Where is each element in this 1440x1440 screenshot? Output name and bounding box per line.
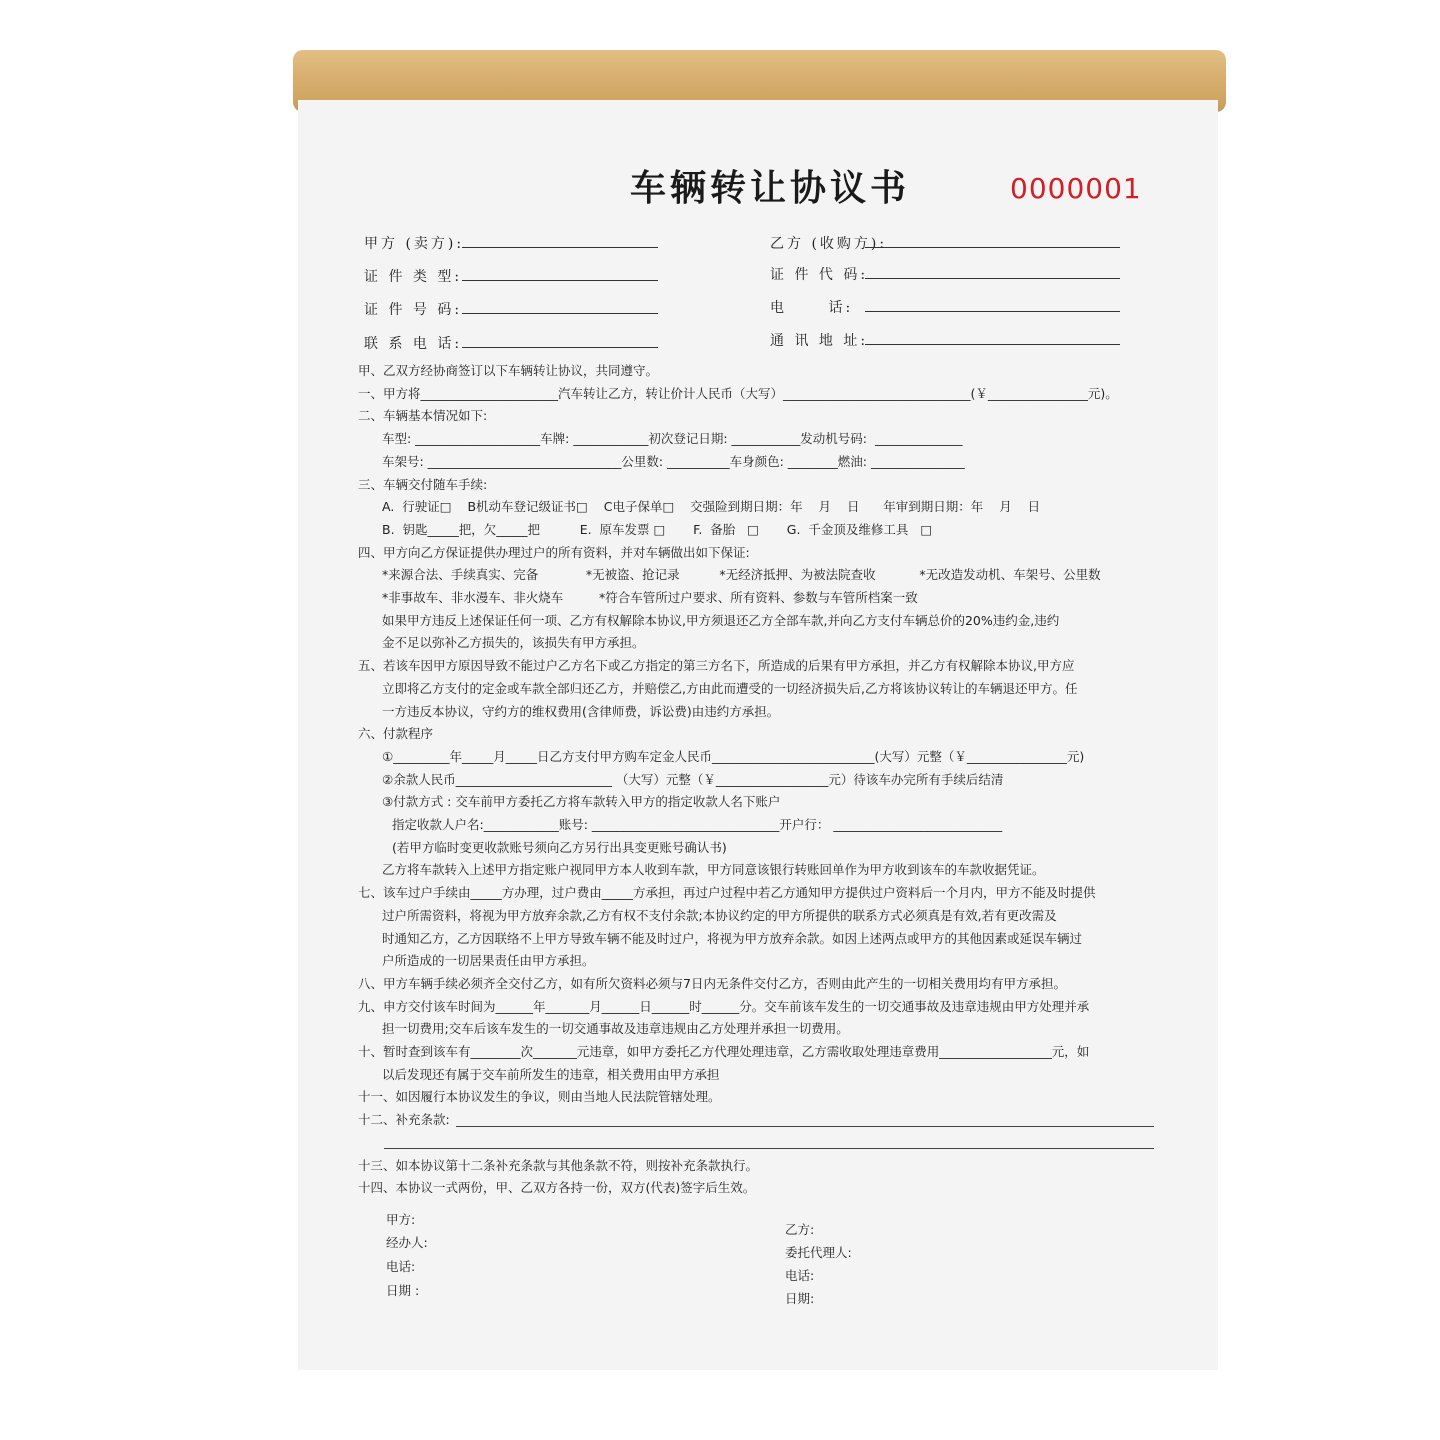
seller-field-label: 证 件 类 型: — [364, 269, 463, 285]
seller-signature-label: 经办人: — [386, 1235, 428, 1250]
clause-line: 十三、如本协议第十二条补充条款与其他条款不符，则按补充条款执行。 — [358, 1157, 759, 1173]
seller-field-input[interactable] — [462, 347, 658, 348]
clause-line: ②余款人民币_________________________ （大写）元整（￥__________________元）待该车办完所有手续后结清 — [382, 771, 1004, 787]
clause-line: 五、若该车因甲方原因导致不能过户乙方名下或乙方指定的第三方名下，所造成的后果有甲方承担，并乙方有权解除本协议,甲方应 — [358, 658, 1075, 674]
clause-line: 六、付款程序 — [358, 726, 434, 742]
buyer-field-label: 乙方 (收购方): — [770, 236, 888, 252]
supplementary-terms-line[interactable] — [384, 1148, 1154, 1149]
clause-line: 时通知乙方，乙方因联络不上甲方导致车辆不能及时过户，将视为甲方放弃余款。如因上述两点或甲方的其他因素或延误车辆过 — [382, 930, 1083, 946]
clause-line: *来源合法、手续真实、完备 *无被盗、抢记录 *无经济抵押、为被法院查收 *无改造发动机、车架号、公里数 — [382, 567, 1101, 583]
clause-line: 十四、本协议一式两份，甲、乙双方各持一份，双方(代表)签字后生效。 — [358, 1180, 756, 1196]
seller-field-label: 联 系 电 话: — [364, 336, 463, 352]
clause-line: 十、暂时查到该车有________次_______元违章，如甲方委托乙方代理处理违章，乙方需收取处理违章费用__________________元，如 — [358, 1044, 1090, 1059]
clause-line: 一、甲方将______________________汽车转让乙方，转让价计人民币（大写）______________________________(￥________________元)。 — [358, 385, 1118, 401]
buyer-signature-label: 电话: — [785, 1268, 815, 1283]
clause-line: A. 行驶证□ B机动车登记级证书□ C电子保单□ 交强险到期日期：年 月 日 年审到期日期：年 月 日 — [382, 499, 1041, 515]
clause-line: 十一、如因履行本协议发生的争议，则由当地人民法院管辖处理。 — [358, 1089, 721, 1105]
seller-signature-label: 日期 : — [386, 1283, 420, 1298]
buyer-signature-label: 委托代理人: — [785, 1245, 852, 1260]
clause-line: 金不足以弥补乙方损失的，该损失有甲方承担。 — [382, 635, 645, 651]
clause-line: 车架号: _______________________________公里数: __________车身颜色: ________燃油: _______________ — [382, 453, 965, 469]
clause-line: 一方违反本协议，守约方的维权费用(含律师费，诉讼费)由违约方承担。 — [382, 703, 780, 719]
buyer-field-label: 证 件 代 码: — [770, 267, 869, 283]
clause-line: *非事故车、非水漫车、非火烧车 *符合车管所过户要求、所有资料、参数与车管所档案一致 — [382, 590, 918, 605]
clause-line: 户所造成的一切居果责任由甲方承担。 — [382, 953, 595, 969]
clause-line: 三、车辆交付随车手续: — [358, 476, 488, 492]
clause-line: 担一切费用;交车后该车发生的一切交通事故及违章违规由乙方处理并承担一切费用。 — [382, 1021, 849, 1037]
buyer-signature-label: 日期: — [785, 1291, 815, 1306]
seller-signature-label: 电话: — [386, 1259, 416, 1274]
clause-line: 甲、乙双方经协商签订以下车辆转让协议，共同遵守。 — [358, 363, 659, 378]
seller-field-label: 甲方 (卖方): — [364, 236, 465, 252]
clause-line: ③付款方式 : 交车前甲方委托乙方将车款转入甲方的指定收款人名下账户 — [382, 794, 781, 810]
clause-line: 十二、补充条款: — [358, 1112, 450, 1128]
buyer-field-label: 电 话: — [770, 300, 854, 316]
serial-number: 0000001 — [1010, 172, 1142, 205]
buyer-field-label: 通 讯 地 址: — [770, 333, 869, 349]
clause-line: 以后发现还有属于交车前所发生的违章，相关费用由甲方承担 — [382, 1066, 720, 1082]
supplementary-terms-line[interactable] — [456, 1126, 1154, 1127]
clause-line: 七、该车过户手续由_____方办理，过户费由_____方承担，再过户过程中若乙方通知甲方提供过户资料后一个月内，甲方不能及时提供 — [358, 885, 1096, 901]
clause-line: ①_________年_____月_____日乙方支付甲方购车定金人民币__________________________(大写）元整（￥________________元) — [382, 748, 1085, 764]
clause-line: 立即将乙方支付的定金或车款全部归还乙方，并赔偿乙,方由此而遭受的一切经济损失后,乙方将该协议转让的车辆退还甲方。任 — [382, 680, 1078, 696]
clause-line: 车型: ____________________车牌: ____________初次登记日期: ___________发动机号码: ______________ — [382, 431, 963, 447]
clause-line: 八、甲方车辆手续必须齐全交付乙方，如有所欠资料必须与7日内无条件交付乙方，否则由此产生的一切相关费用均有甲方承担。 — [358, 975, 1066, 991]
seller-field-label: 证 件 号 码: — [364, 302, 463, 318]
page-title: 车辆转让协议书 — [629, 168, 910, 209]
clause-line: 乙方将车款转入上述甲方指定账户视同甲方本人收到车款，甲方同意该银行转账回单作为甲方收到该车的车款收据凭证。 — [382, 862, 1045, 878]
seller-field-input[interactable] — [462, 313, 658, 314]
clause-line: 指定收款人户名:____________账号: ______________________________开户行： ___________________________ — [392, 817, 1003, 832]
buyer-field-input[interactable] — [865, 344, 1120, 345]
clause-line: 九、申方交付该车时间为______年_______月______日______时______分。交车前该车发生的一切交通事故及违章违规由甲方处理并承 — [358, 998, 1090, 1014]
clause-line: B. 钥匙_____把，欠_____把 E. 原车发票 □ F. 备胎 □ G. 千金顶及维修工具 □ — [382, 521, 933, 537]
buyer-field-input[interactable] — [865, 278, 1120, 279]
buyer-signature-label: 乙方: — [785, 1222, 815, 1237]
buyer-field-input[interactable] — [865, 247, 1120, 248]
clause-line: 过户所需资料，将视为甲方放弃余款,乙方有权不支付余款;本协议约定的甲方所提供的联系方式必须真是有效,若有更改需及 — [382, 907, 1057, 923]
clause-line: (若甲方临时变更收款账号须向乙方另行出具变更账号确认书) — [392, 839, 727, 855]
buyer-field-input[interactable] — [865, 311, 1120, 312]
seller-field-input[interactable] — [462, 247, 658, 248]
clause-line: 二、车辆基本情况如下: — [358, 408, 488, 424]
seller-signature-label: 甲方: — [386, 1212, 416, 1227]
clause-line: 如果甲方违反上述保证任何一项、乙方有权解除本协议,甲方须退还乙方全部车款,并向乙方支付车辆总价的20%违约金,违约 — [382, 612, 1060, 628]
clause-line: 四、甲方向乙方保证提供办理过户的所有资料，并对车辆做出如下保证: — [358, 544, 750, 560]
seller-field-input[interactable] — [462, 280, 658, 281]
